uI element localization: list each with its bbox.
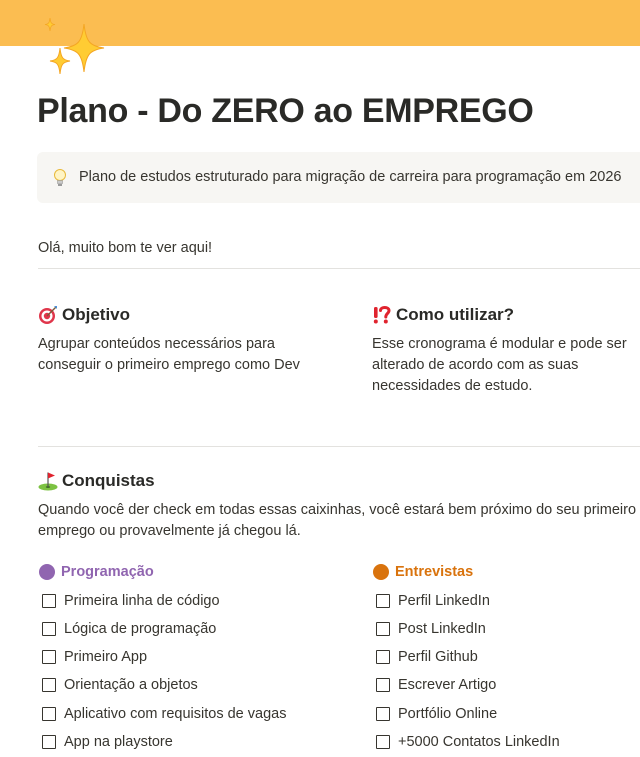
como-utilizar-heading-label: Como utilizar? [396,305,515,324]
checkbox[interactable] [376,622,390,636]
objetivo-heading[interactable] [38,305,130,325]
como-utilizar-line: alterado de acordo com as suas [372,357,579,373]
todo-item[interactable] [376,591,490,611]
todo-label: Primeiro App [64,649,148,665]
como-utilizar-line: Esse cronograma é modular e pode ser [372,336,627,352]
todo-label: Portfólio Online [398,706,498,722]
checkbox[interactable] [42,678,56,692]
todo-label: App na playstore [64,734,173,750]
todo-item[interactable] [42,675,198,695]
entrevistas-label: Entrevistas [395,564,474,580]
todo-item[interactable] [376,732,560,752]
todo-item[interactable] [42,619,216,639]
objetivo-line: Agrupar conteúdos necessários para [38,336,275,352]
page-title[interactable]: Plano - Do ZERO ao EMPREGO [37,92,534,130]
divider [38,268,640,269]
todo-label: Lógica de programação [64,621,217,637]
conquistas-heading[interactable] [38,471,155,491]
todo-item[interactable] [42,647,147,667]
todo-label: Post LinkedIn [398,621,486,637]
target-icon [38,305,58,325]
checkbox[interactable] [376,707,390,721]
todo-label: Primeira linha de código [64,593,220,609]
checkbox[interactable] [376,650,390,664]
todo-label: Escrever Artigo [398,677,497,693]
como-utilizar-line: necessidades de estudo. [372,378,533,394]
sparkles-icon[interactable] [40,16,106,82]
lightbulb-icon [53,168,67,188]
conquistas-line: emprego ou provavelmente já chegou lá. [38,523,301,539]
exclamation-question-icon [372,305,392,325]
checkbox[interactable] [42,622,56,636]
checkbox[interactable] [376,735,390,749]
todo-label: Perfil LinkedIn [398,593,490,609]
conquistas-line: Quando você der check em todas essas caixinhas, você estará bem próximo do seu primeiro [38,502,637,518]
checkbox[interactable] [42,707,56,721]
todo-item[interactable] [376,675,496,695]
divider [38,446,640,447]
como-utilizar-text[interactable] [372,334,627,397]
todo-item[interactable] [376,647,478,667]
orange-circle-icon [373,564,389,580]
checkbox[interactable] [376,678,390,692]
como-utilizar-heading[interactable] [372,305,514,325]
checkbox[interactable] [376,594,390,608]
todo-item[interactable] [42,591,220,611]
conquistas-heading-label: Conquistas [62,471,155,490]
todo-label: +5000 Contatos LinkedIn [398,734,560,750]
callout[interactable] [37,152,640,203]
todo-item[interactable] [42,704,286,724]
greeting-text[interactable]: Olá, muito bom te ver aqui! [38,240,213,256]
todo-label: Orientação a objetos [64,677,198,693]
entrevistas-subheading[interactable] [373,564,473,580]
checkbox[interactable] [42,594,56,608]
purple-circle-icon [39,564,55,580]
callout-text: Plano de estudos estruturado para migração de carreira para programação em 2026 [79,169,622,185]
todo-label: Perfil Github [398,649,478,665]
programacao-label: Programação [61,564,154,580]
todo-item[interactable] [42,732,173,752]
todo-item[interactable] [376,704,497,724]
programacao-subheading[interactable] [39,564,154,580]
checkbox[interactable] [42,650,56,664]
golf-flag-icon [38,471,58,491]
objetivo-text[interactable] [38,334,300,376]
todo-label: Aplicativo com requisitos de vagas [64,706,287,722]
conquistas-text[interactable] [38,500,636,542]
todo-item[interactable] [376,619,486,639]
checkbox[interactable] [42,735,56,749]
objetivo-heading-label: Objetivo [62,305,131,324]
objetivo-line: conseguir o primeiro emprego como Dev [38,357,300,373]
